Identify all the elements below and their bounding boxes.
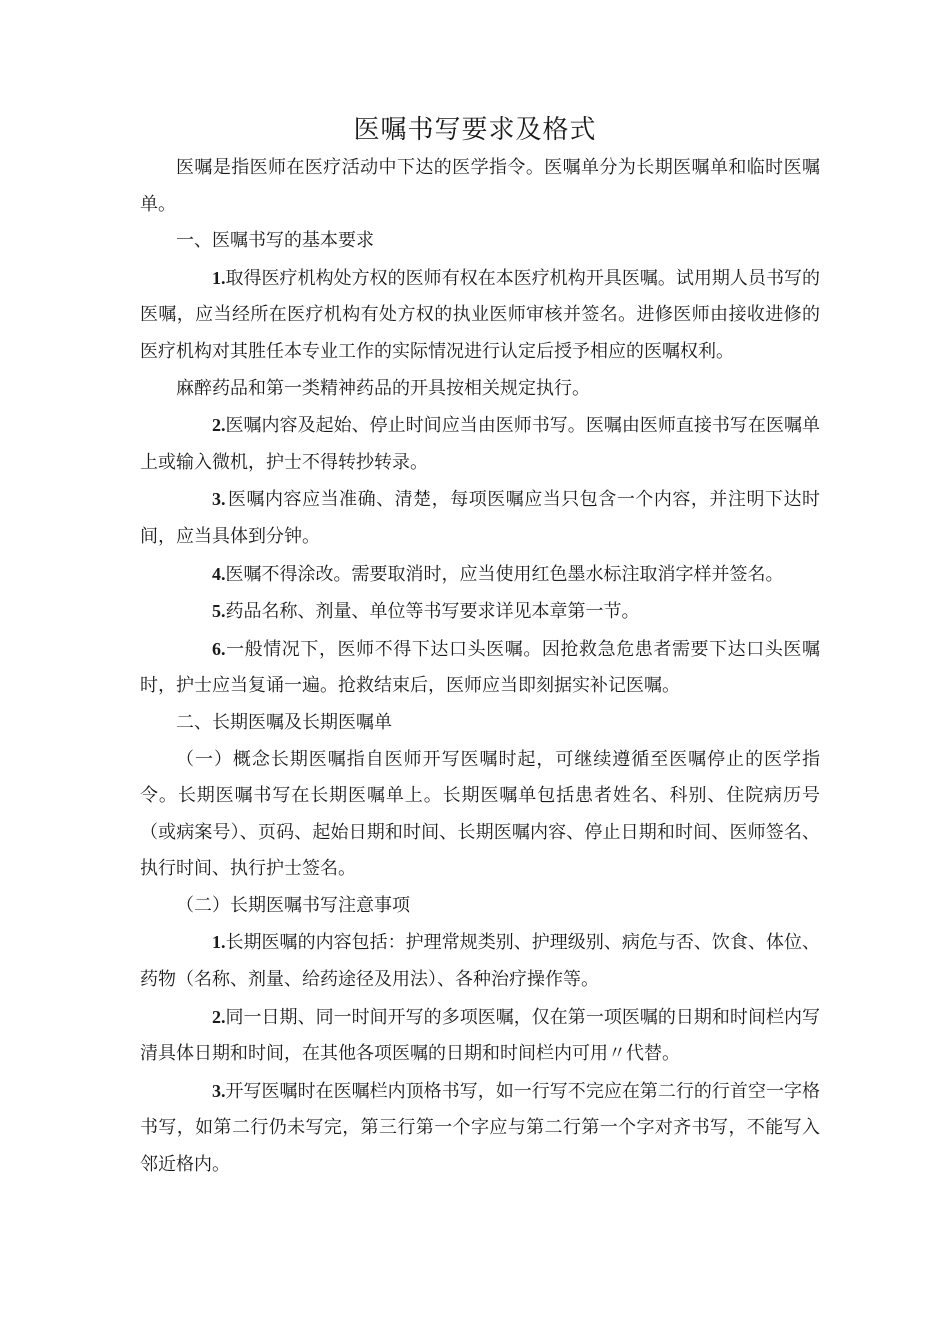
document-body	[140, 150, 820, 1184]
section-2-item-1	[140, 924, 820, 998]
section-1-item-1	[140, 260, 820, 371]
item-text: 同一日期、同一时间开写的多项医嘱，仅在第一项医嘱的日期和时间栏内写清具体日期和时间，在其他各项医嘱的日期和时间栏内可用〃代替。	[140, 1006, 820, 1065]
item-text: 药品名称、剂量、单位等书写要求详见本章第一节。	[225, 601, 640, 623]
item-number: 3.	[212, 489, 226, 510]
item-number: 5.	[212, 601, 226, 622]
section-2-item-2	[140, 999, 820, 1073]
item-text: 医嘱不得涂改。需要取消时，应当使用红色墨水标注取消字样并签名。	[225, 563, 784, 585]
section-1-heading: 一、医嘱书写的基本要求	[176, 230, 374, 252]
item-text: 长期医嘱的内容包括：护理常规类别、护理级别、病危与否、饮食、体位、药物（名称、剂量、给药途径及用法）、各种治疗操作等。	[140, 932, 820, 991]
intro-paragraph: 医嘱是指医师在医疗活动中下达的医学指令。医嘱单分为长期医嘱单和临时医嘱单。	[140, 157, 820, 215]
item-number: 4.	[212, 563, 226, 584]
section-1-item-5	[140, 593, 820, 631]
item-text: 开写医嘱时在医嘱栏内顶格书写，如一行写不完应在第二行的行首空一字格书写，如第二行仍未写完，第三行第一个字应与第二行第一个字对齐书写，不能写入邻近格内。	[140, 1080, 820, 1176]
section-2-heading: 二、长期医嘱及长期医嘱单	[176, 711, 392, 733]
section-1-item-3	[140, 481, 820, 555]
section-1-item-4	[140, 556, 820, 594]
item-text: 医嘱内容及起始、停止时间应当由医师书写。医嘱由医师直接书写在医嘱单上或输入微机，护士不得转抄转录。	[140, 415, 820, 473]
item-text: 取得医疗机构处方权的医师有权在本医疗机构开具医嘱。试用期人员书写的医嘱，应当经所在医疗机构有处方权的执业医师审核并签名。进修医师由接收进修的医疗机构对其胜任本专业工作的实际情况进行认定后授予相应的医嘱权利。	[140, 267, 820, 362]
item-number: 1.	[212, 932, 226, 953]
item-text: 麻醉药品和第一类精神药品的开具按相关规定执行。	[176, 377, 590, 399]
item-number: 3.	[212, 1080, 226, 1101]
section-2-subheading: （二）长期医嘱书写注意事项	[176, 894, 410, 916]
section-2-concept: （一）概念长期医嘱指自医师开写医嘱时起，可继续遵循至医嘱停止的医学指令。长期医嘱书写在长期医嘱单上。长期医嘱单包括患者姓名、科别、住院病历号（或病案号）、页码、起始日期和时间、长期医嘱内容、停止日期和时间、医师签名、执行时间、执行护士签名。	[140, 748, 820, 880]
item-text: 一般情况下，医师不得下达口头医嘱。因抢救急危患者需要下达口头医嘱时，护士应当复诵一遍。抢救结束后，医师应当即刻据实补记医嘱。	[140, 638, 820, 697]
item-number: 2.	[212, 1006, 226, 1027]
section-1-item-2	[140, 407, 820, 481]
item-number: 2.	[212, 415, 226, 436]
item-number: 6.	[212, 638, 226, 659]
section-2-item-3	[140, 1073, 820, 1184]
document-title: 医嘱书写要求及格式	[353, 115, 597, 145]
item-text: 医嘱内容应当准确、清楚，每项医嘱应当只包含一个内容，并注明下达时间，应当具体到分钟。	[140, 489, 820, 547]
section-1-item-6	[140, 631, 820, 705]
section-1-note	[140, 371, 820, 408]
item-number: 1.	[212, 267, 226, 288]
